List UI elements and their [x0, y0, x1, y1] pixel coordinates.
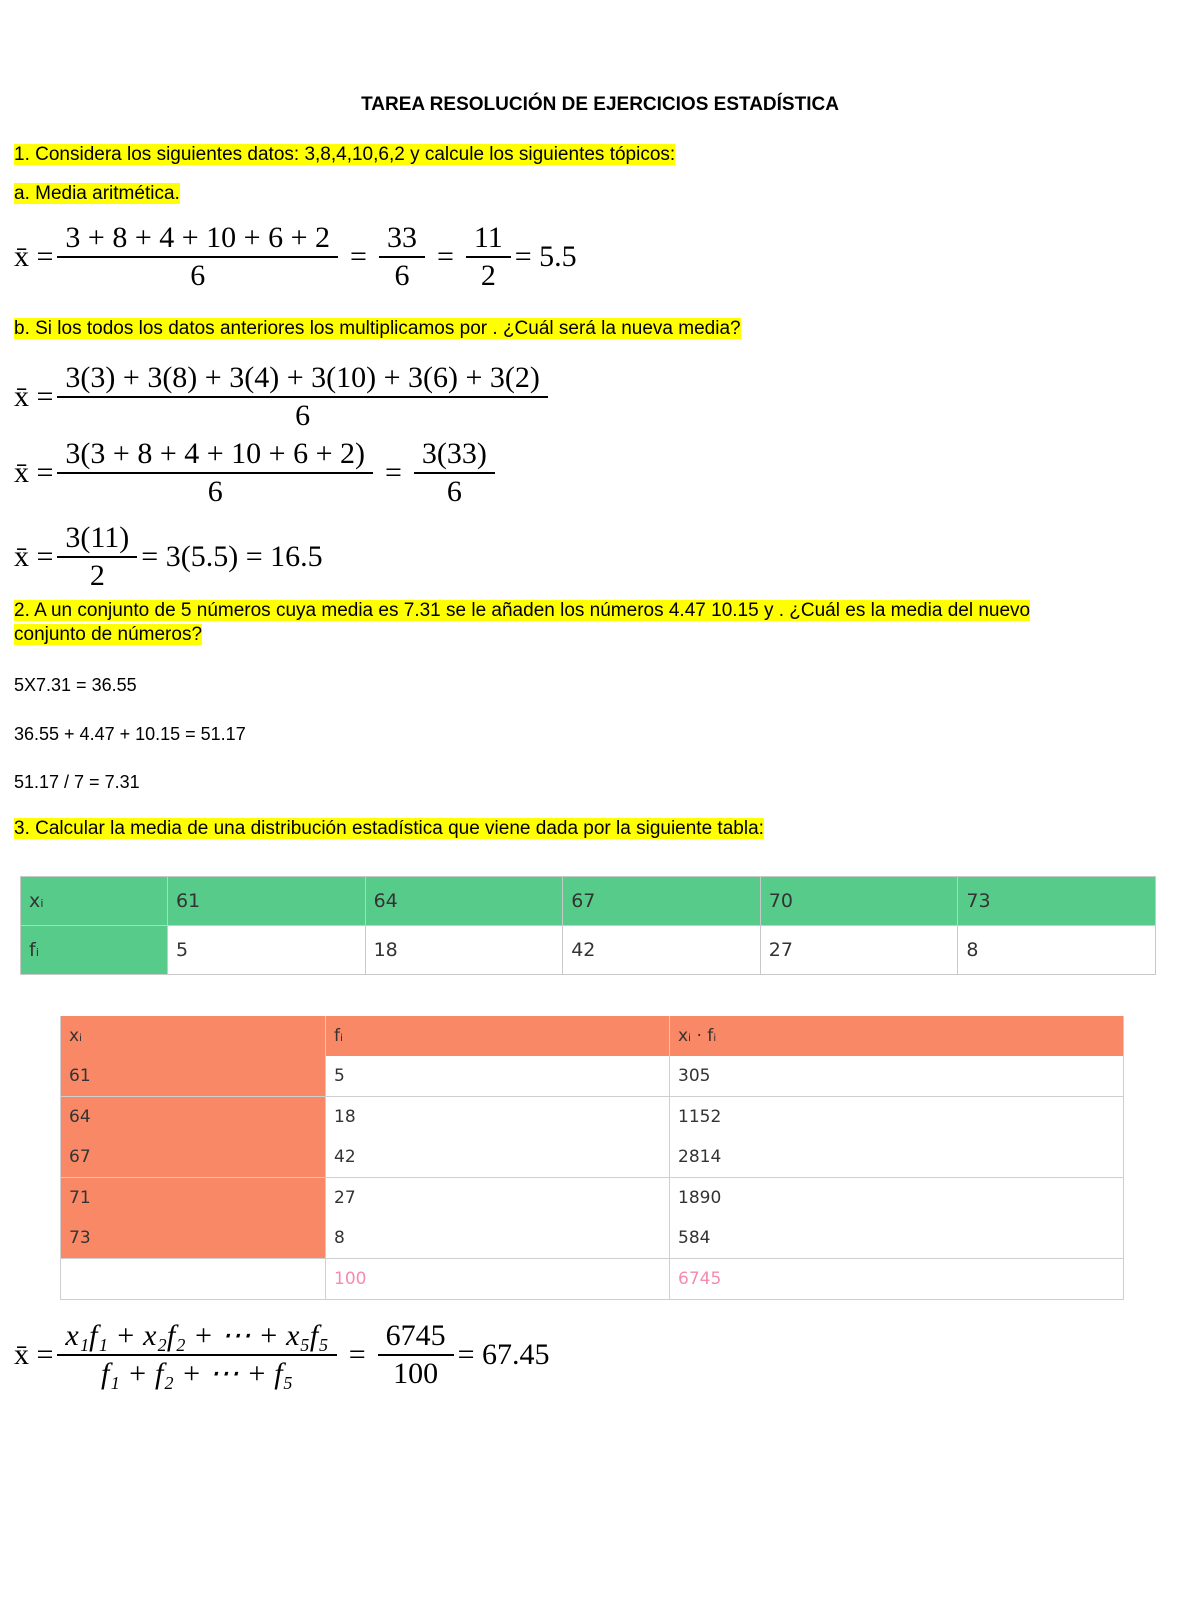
table-row	[61, 1097, 1124, 1138]
table-cell: 67	[563, 877, 761, 926]
table-row	[61, 1218, 1124, 1259]
table-cell: 70	[760, 877, 958, 926]
table-header-row	[61, 1016, 1124, 1056]
table-header-f: fᵢ	[21, 926, 168, 975]
table-cell: 73	[61, 1218, 326, 1259]
question-2-step-2: 36.55 + 4.47 + 10.15 = 51.17	[14, 724, 246, 744]
table-cell: 2814	[670, 1137, 1124, 1178]
document-title: TAREA RESOLUCIÓN DE EJERCICIOS ESTADÍSTICA	[361, 94, 839, 115]
formula-mean-a: x̄ = $\frac{3 + 8 + 4 + 10 + 6 + 2}{6}$ = $\frac{33}{6}$ = $\frac{11}{2}$ = 5.5	[14, 221, 577, 292]
table-header: xᵢ · fᵢ	[670, 1016, 1124, 1056]
table-cell: 1890	[670, 1178, 1124, 1219]
table-cell: 42	[563, 926, 761, 975]
fraction: $\frac{3 + 8 + 4 + 10 + 6 + 2}{6}$	[61, 220, 334, 294]
table-cell: 1152	[670, 1097, 1124, 1138]
table-cell: 8	[958, 926, 1156, 975]
formula-mean-b-1: x̄ = $\frac{3(3) + 3(8) + 3(4) + 3(10) + 3(6) + 3(2)}{6}$	[14, 360, 552, 434]
table-totals-row	[61, 1259, 1124, 1300]
table-row-x	[21, 877, 1156, 926]
table-cell: 64	[365, 877, 563, 926]
fraction: $\frac{33}{6}$	[383, 220, 421, 294]
formula-result: = 5.5	[514, 240, 577, 273]
table-cell: 73	[958, 877, 1156, 926]
question-3-prompt: 3. Calcular la media de una distribución estadística que viene dada por la siguiente tabla:	[14, 818, 764, 839]
fraction: $\frac{3(33)}{6}$	[418, 436, 491, 510]
table-row	[61, 1137, 1124, 1178]
question-1-prompt: 1. Considera los siguientes datos: 3,8,4,10,6,2 y calcule los siguientes tópicos:	[14, 144, 676, 165]
fraction: $\frac{\text{x₁f₁ + x₂f₂ + ⋯ + x₅f₅}}{\text{f₁ + f₂ + ⋯ + f₅}}$	[61, 1318, 332, 1392]
total-product: 6745	[670, 1259, 1124, 1300]
table-cell: 27	[760, 926, 958, 975]
table-cell: 18	[365, 926, 563, 975]
table-header: fᵢ	[326, 1016, 670, 1056]
table-cell: 71	[61, 1178, 326, 1219]
fraction: $\frac{3(3 + 8 + 4 + 10 + 6 + 2)}{6}$	[61, 436, 369, 510]
fraction: $\frac{3(3) + 3(8) + 3(4) + 3(10) + 3(6) + 3(2)}{6}$	[61, 360, 543, 434]
fraction: $\frac{11}{2}$	[470, 220, 507, 294]
table-cell: 64	[61, 1097, 326, 1138]
fraction: $\frac{6745}{100}$	[382, 1318, 450, 1392]
table-cell: 42	[326, 1137, 670, 1178]
formula-mean-b-2: x̄ = $\frac{3(3 + 8 + 4 + 10 + 6 + 2)}{6}$ = $\frac{3(33)}{6}$	[14, 436, 499, 510]
table-cell: 8	[326, 1218, 670, 1259]
table-row-f	[21, 926, 1156, 975]
table-cell: 61	[168, 877, 366, 926]
table-cell: 27	[326, 1178, 670, 1219]
table-header: xᵢ	[61, 1016, 326, 1056]
question-2-step-1: 5X7.31 = 36.55	[14, 675, 137, 695]
formula-weighted-mean: x̄ = $\frac{\text{x₁f₁ + x₂f₂ + ⋯ + x₅f₅}}{\text{f₁ + f₂ + ⋯ + f₅}}$ = $\frac{6745}{100}$ = 67.45	[14, 1319, 550, 1390]
formula-mean-b-3: x̄ = $\frac{3(11)}{2}$ = 3(5.5) = 16.5	[14, 521, 323, 592]
table-row	[61, 1056, 1124, 1097]
question-1a-label: a. Media aritmética.	[14, 183, 180, 204]
table-cell: 584	[670, 1218, 1124, 1259]
question-1b-label: b. Si los todos los datos anteriores los multiplicamos por . ¿Cuál será la nueva media?	[14, 318, 741, 339]
table-cell: 67	[61, 1137, 326, 1178]
question-2-prompt: 2. A un conjunto de 5 números cuya media es 7.31 se le añaden los números 4.47 10.15 y . ¿Cuál es la media del nuevo conjunto de números?	[14, 600, 1031, 645]
formula-lhs: x̄ =	[14, 240, 54, 273]
question-2-step-3: 51.17 / 7 = 7.31	[14, 772, 140, 792]
table-cell: 18	[326, 1097, 670, 1138]
fraction: $\frac{3(11)}{2}$	[61, 520, 133, 594]
table-cell: 5	[168, 926, 366, 975]
table-cell: 5	[326, 1056, 670, 1097]
table-header-x: xᵢ	[21, 877, 168, 926]
table-cell: 61	[61, 1056, 326, 1097]
frequency-table	[20, 876, 1156, 975]
total-frequency: 100	[326, 1259, 670, 1300]
table-cell: 305	[670, 1056, 1124, 1097]
table-cell	[61, 1259, 326, 1300]
table-row	[61, 1178, 1124, 1219]
calculation-table	[60, 1016, 1124, 1300]
